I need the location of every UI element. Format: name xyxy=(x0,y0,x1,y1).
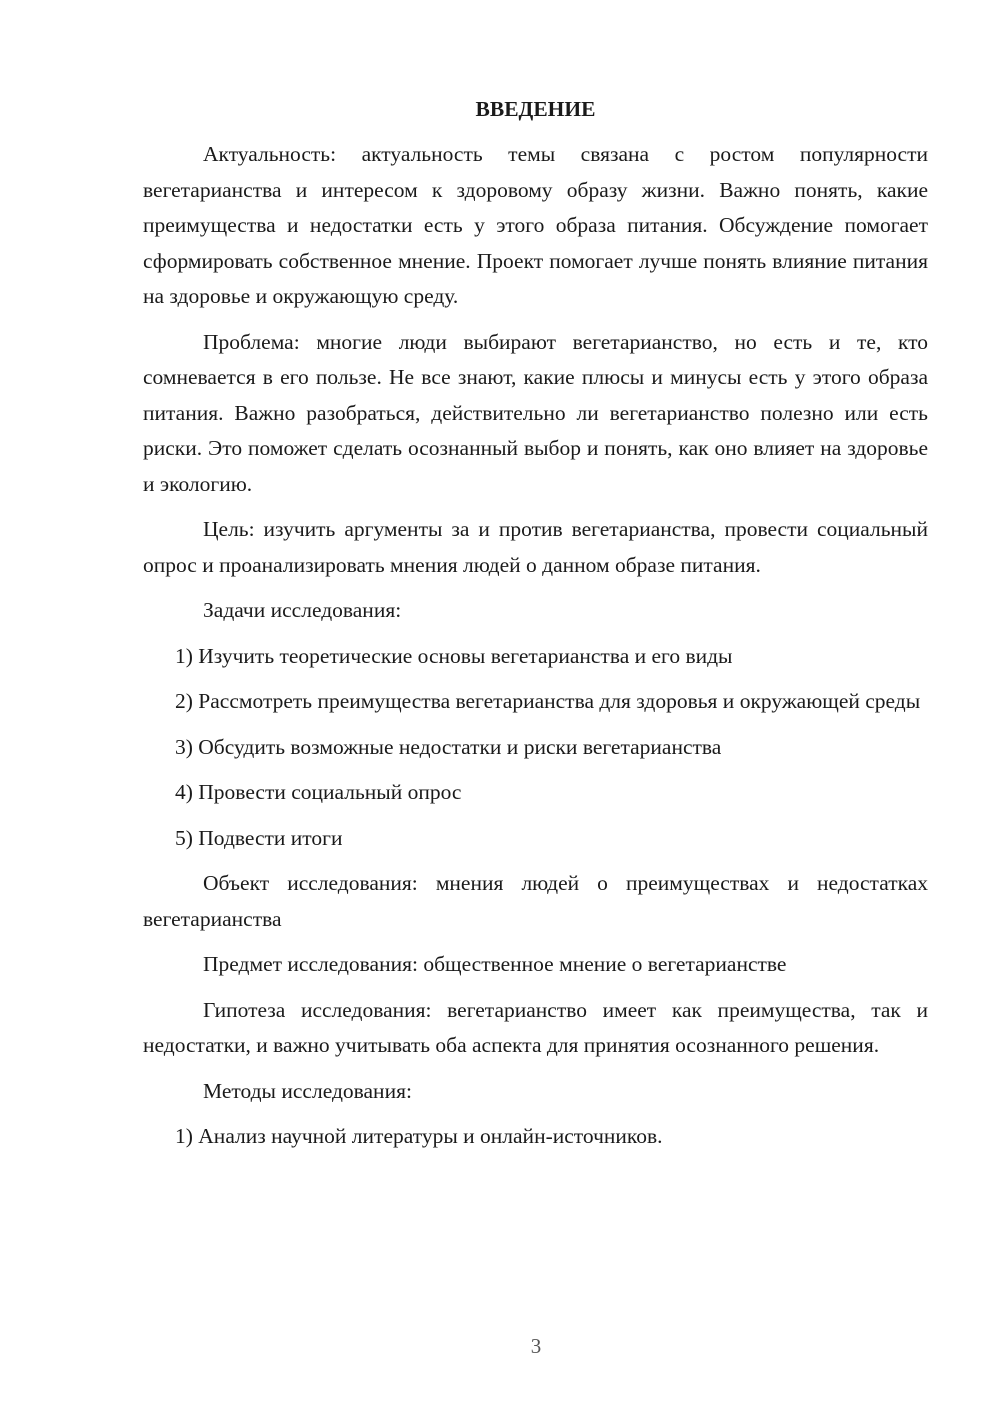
goal-paragraph: Цель: изучить аргументы за и против вегетарианства, провести социальный опрос и проанализировать мнения людей о данном образе питания. xyxy=(143,517,928,577)
relevance-paragraph: Актуальность: актуальность темы связана с ростом популярности вегетарианства и интересом к здоровому образу жизни. Важно понять, какие преимущества и недостатки есть у этого образа питания. Обсуждение помогает сформировать собственное мнение. Проект помогает лучше понять влияние питания на здоровье и окружающую среду. xyxy=(143,142,928,308)
methods-heading: Методы исследования: xyxy=(203,1078,412,1103)
page-number: 3 xyxy=(530,1334,542,1358)
tasks-heading: Задачи исследования: xyxy=(203,598,402,622)
task-item: 3) Обсудить возможные недостатки и риски вегетарианства xyxy=(175,734,722,759)
problem-paragraph: Проблема: многие люди выбирают вегетарианство, но есть и те, кто сомневается в его пользе. Не все знают, какие плюсы и минусы есть у этого образа питания. Важно разобраться, действительно ли вегетарианство полезно или есть риски. Это поможет сделать осознанный выбор и понять, как оно влияет на здоровье и экологию. xyxy=(143,329,928,496)
section-title: ВВЕДЕНИЕ xyxy=(475,97,596,121)
method-item: 1) Анализ научной литературы и онлайн-источников. xyxy=(175,1124,663,1148)
task-item: 5) Подвести итоги xyxy=(175,825,343,850)
hypothesis-paragraph: Гипотеза исследования: вегетарианство имеет как преимущества, так и недостатки, и важно учитывать оба аспекта для принятия осознанного решения. xyxy=(143,997,928,1057)
subject-paragraph: Предмет исследования: общественное мнение о вегетарианстве xyxy=(203,952,787,976)
task-item: 1) Изучить теоретические основы вегетарианства и его виды xyxy=(175,643,733,668)
object-paragraph: Объект исследования: мнения людей о преимуществах и недостатках вегетарианства xyxy=(143,871,928,931)
task-item: 4) Провести социальный опрос xyxy=(175,780,462,804)
document-page xyxy=(143,92,928,1165)
task-item: 2) Рассмотреть преимущества вегетарианства для здоровья и окружающей среды xyxy=(175,689,921,713)
